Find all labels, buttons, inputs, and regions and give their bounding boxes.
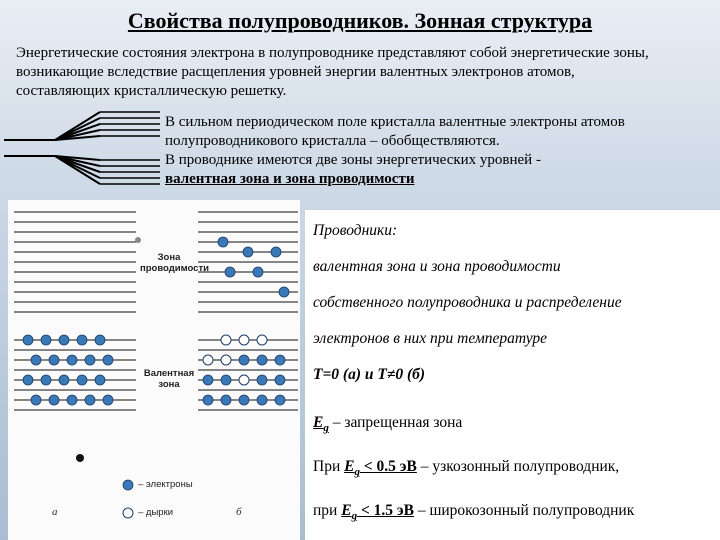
band-diagram-figure xyxy=(8,200,300,540)
narrow-gap-line xyxy=(313,458,619,478)
narrow-gap-prefix: При xyxy=(313,458,345,475)
narrow-gap-suffix: – узкозонный полупроводник, xyxy=(416,458,620,475)
wide-gap-line xyxy=(313,502,634,522)
valence-band-label-2: зона xyxy=(158,379,180,390)
explanation-line-4: электронов в них при температуре xyxy=(313,330,547,347)
wide-gap-suffix: – широкозонный полупроводник xyxy=(413,502,635,519)
explanation-panel xyxy=(305,210,720,540)
wide-eg-symbol: E xyxy=(341,502,352,519)
conductors-heading: Проводники: xyxy=(313,222,398,239)
conduction-band-label-2: проводимости xyxy=(140,263,209,274)
narrow-eg-symbol: E xyxy=(344,458,355,475)
wide-gap-condition: < 1.5 эВ xyxy=(357,502,414,519)
panel-b-label: б xyxy=(236,506,242,518)
legend-holes: – дырки xyxy=(138,507,174,518)
narrow-eg-subscript: g xyxy=(354,466,360,478)
temperature-line: T=0 (а) и T≠0 (б) xyxy=(313,366,426,383)
conduction-band-label-1: Зона xyxy=(157,252,181,263)
wide-eg-subscript: g xyxy=(351,510,358,522)
eg-subscript: g xyxy=(323,422,329,434)
split-line-1: В сильном периодическом поле кристалла валентные электроны атомов xyxy=(165,114,625,130)
band-gap-text: – запрещенная зона xyxy=(328,414,463,431)
valence-band-label-1: Валентная xyxy=(143,368,195,379)
legend-electrons: – электроны xyxy=(138,479,193,490)
eg-symbol: E xyxy=(313,414,324,431)
explanation-line-2: валентная зона и зона проводимости xyxy=(313,258,561,275)
split-explanation xyxy=(165,113,720,189)
wide-gap-prefix: при xyxy=(313,502,342,519)
split-line-4: валентная зона и зона проводимости xyxy=(165,171,415,187)
split-line-2: полупроводникового кристалла – обобществляются. xyxy=(165,133,500,149)
narrow-gap-condition: < 0.5 эВ xyxy=(359,458,417,475)
split-line-3: В проводнике имеются две зоны энергетических уровней - xyxy=(165,152,541,168)
page-title: Свойства полупроводников. Зонная структура xyxy=(127,8,593,33)
panel-a-label: а xyxy=(52,506,58,518)
intro-paragraph: Энергетические состояния электрона в полупроводнике представляют собой энергетические зоны, возникающие вследствие расщепления уровней энергии валентных электронов атомов, составляющих кристаллическую решетку. xyxy=(16,45,649,99)
level-splitting-diagram xyxy=(0,104,170,204)
explanation-line-3: собственного полупроводника и распределение xyxy=(313,294,622,311)
band-gap-line xyxy=(313,414,462,434)
